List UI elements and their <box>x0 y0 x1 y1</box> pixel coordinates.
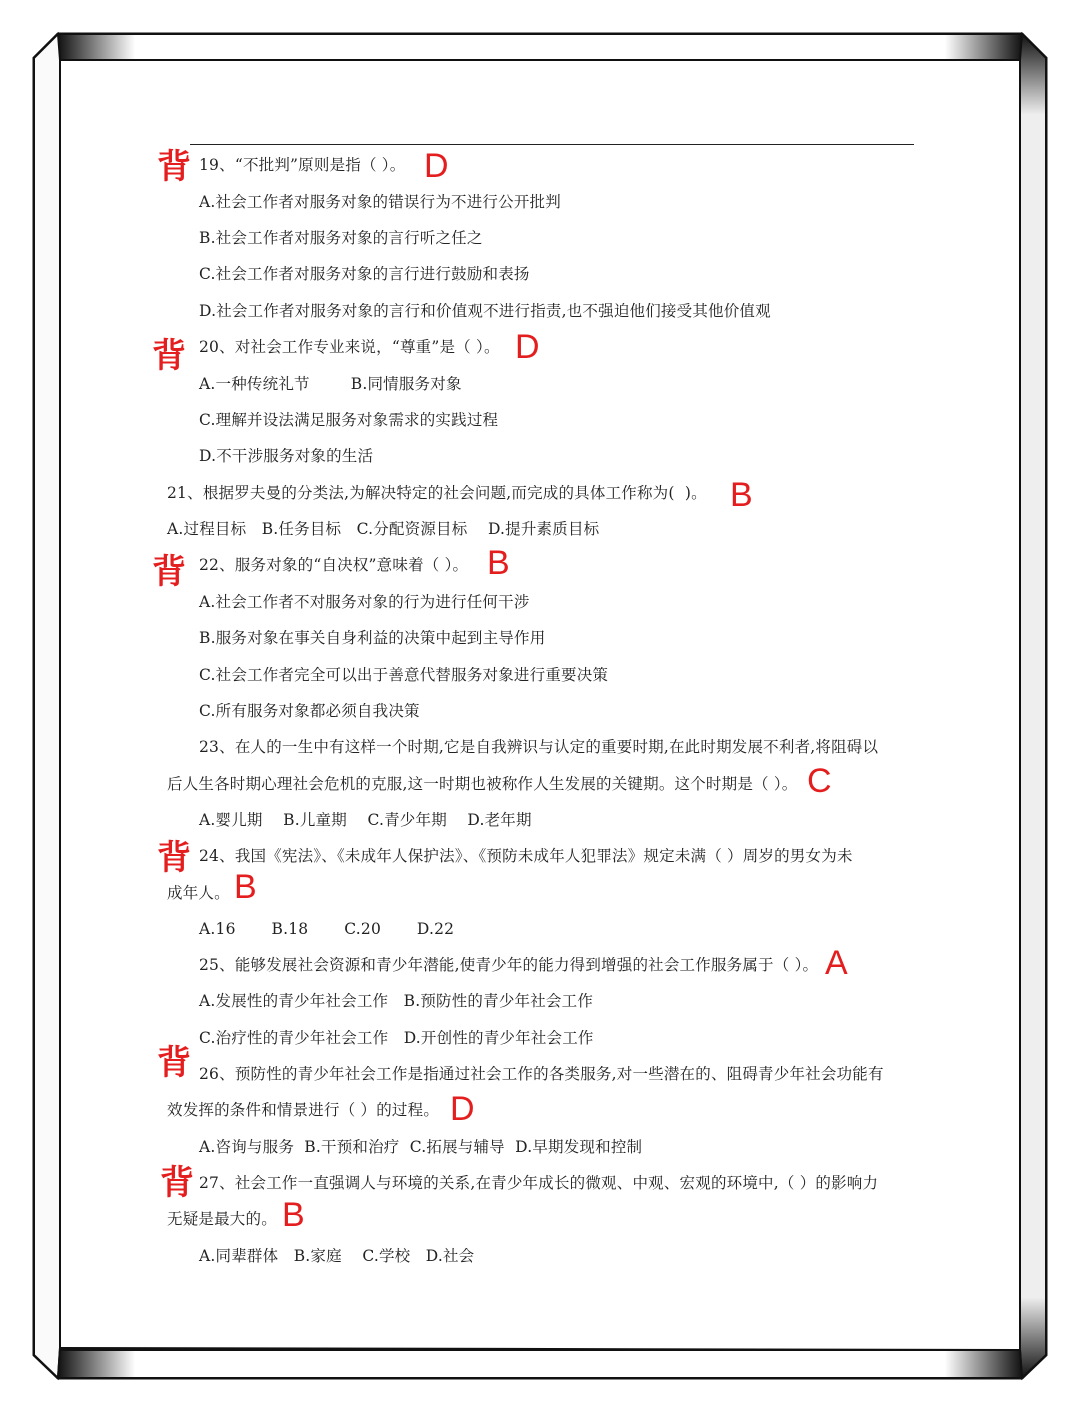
question-26-stem-line1: 26、预防性的青少年社会工作是指通过社会工作的各类服务,对一些潜在的、阻碍青少年社会功能有 <box>199 1065 884 1083</box>
question-22-option-d: C.所有服务对象都必须自我决策 <box>199 702 420 720</box>
answer-25: A <box>825 944 848 982</box>
question-26-stem-line2: 效发挥的条件和情景进行（ ）的过程。 <box>167 1101 440 1119</box>
question-22-option-c: C.社会工作者完全可以出于善意代替服务对象进行重要决策 <box>199 666 609 684</box>
memorize-mark: 背 <box>157 838 191 878</box>
answer-26: D <box>450 1090 475 1128</box>
question-20-stem: 20、对社会工作专业来说，“尊重”是（ ）。 <box>199 338 500 356</box>
question-21-options: A.过程目标 B.任务目标 C.分配资源目标 D.提升素质目标 <box>167 520 600 538</box>
question-23-options: A.婴儿期 B.儿童期 C.青少年期 D.老年期 <box>199 811 532 829</box>
question-27-stem-line2: 无疑是最大的。 <box>167 1210 277 1228</box>
question-26-options: A.咨询与服务 B.干预和治疗 C.拓展与辅导 D.早期发现和控制 <box>199 1138 643 1156</box>
question-22-stem: 22、服务对象的“自决权”意味着（ ）。 <box>199 556 469 574</box>
memorize-mark: 背 <box>157 1043 191 1083</box>
answer-20: D <box>515 328 540 366</box>
question-19-stem: 19、“不批判”原则是指（ ）。 <box>199 156 406 174</box>
answer-27: B <box>282 1196 305 1234</box>
question-23-stem-line2: 后人生各时期心理社会危机的克服,这一时期也被称作人生发展的关键期。这个时期是（ ）。 <box>167 775 798 793</box>
question-20-option-d: D.不干涉服务对象的生活 <box>199 447 374 465</box>
question-25-stem: 25、能够发展社会资源和青少年潜能,使青少年的能力得到增强的社会工作服务属于（ ）。 <box>199 956 819 974</box>
question-22-option-b: B.服务对象在事关自身利益的决策中起到主导作用 <box>199 629 546 647</box>
header-rule <box>190 144 914 145</box>
question-23-stem-line1: 23、在人的一生中有这样一个时期,它是自我辨识与认定的重要时期,在此时期发展不利者,将阻碍以 <box>199 738 879 756</box>
answer-23: C <box>807 762 832 800</box>
question-27-options: A.同辈群体 B.家庭 C.学校 D.社会 <box>199 1247 475 1265</box>
question-24-stem-line1: 24、我国《宪法》、《未成年人保护法》、《预防未成年人犯罪法》规定未满（ ）周岁的男女为未 <box>199 847 853 865</box>
question-19-option-a: A.社会工作者对服务对象的错误行为不进行公开批判 <box>199 193 561 211</box>
answer-22: B <box>487 544 510 582</box>
question-19-option-c: C.社会工作者对服务对象的言行进行鼓励和表扬 <box>199 265 530 283</box>
question-25-options-cd: C.治疗性的青少年社会工作 D.开创性的青少年社会工作 <box>199 1029 594 1047</box>
question-24-options: A.16 B.18 C.20 D.22 <box>199 920 455 938</box>
memorize-mark: 背 <box>152 336 186 376</box>
question-22-option-a: A.社会工作者不对服务对象的行为进行任何干涉 <box>199 593 530 611</box>
answer-24: B <box>234 868 257 906</box>
question-27-stem-line1: 27、社会工作一直强调人与环境的关系,在青少年成长的微观、中观、宏观的环境中,（ ）的影响力 <box>199 1174 879 1192</box>
question-25-options-ab: A.发展性的青少年社会工作 B.预防性的青少年社会工作 <box>199 992 594 1010</box>
answer-19: D <box>424 147 449 185</box>
question-20-option-c: C.理解并设法满足服务对象需求的实践过程 <box>199 411 499 429</box>
memorize-mark: 背 <box>152 552 186 592</box>
answer-21: B <box>730 476 753 514</box>
memorize-mark: 背 <box>160 1163 194 1203</box>
question-24-stem-line2: 成年人。 <box>167 884 230 902</box>
question-20-options-ab: A.一种传统礼节 B.同情服务对象 <box>199 375 462 393</box>
question-19-option-b: B.社会工作者对服务对象的言行听之任之 <box>199 229 483 247</box>
question-21-stem: 21、根据罗夫曼的分类法,为解决特定的社会问题,而完成的具体工作称为( )。 <box>167 484 707 502</box>
question-19-option-d: D.社会工作者对服务对象的言行和价值观不进行指责,也不强迫他们接受其他价值观 <box>199 302 771 320</box>
memorize-mark: 背 <box>157 147 191 187</box>
